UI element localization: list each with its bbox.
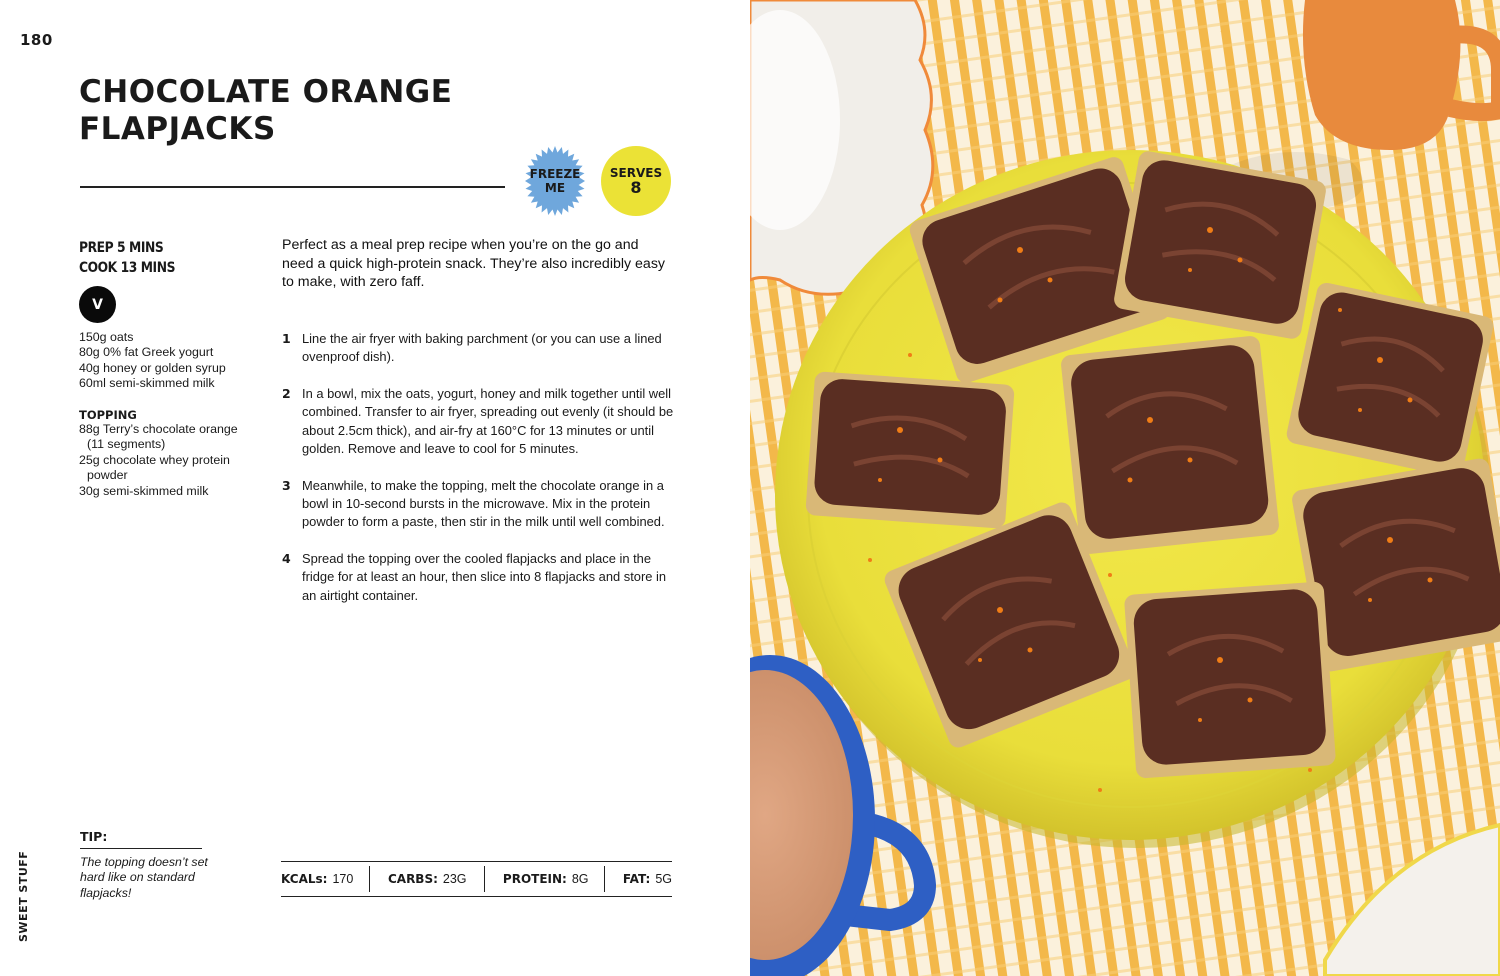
nutrition-bar <box>281 861 672 897</box>
kcal-value: 170 <box>332 872 354 886</box>
cook-time: COOK 13 MINS <box>79 260 176 276</box>
tip-label: TIP: <box>80 829 108 844</box>
tip-divider <box>80 848 202 849</box>
freeze-line-2: ME <box>544 181 566 195</box>
carbs-label: CARBS: <box>387 872 438 886</box>
ingredient-item: 40g honey or golden syrup <box>79 360 226 375</box>
method-step <box>282 477 674 532</box>
ingredient-item: 150g oats <box>79 330 134 344</box>
step-text: In a bowl, mix the oats, yogurt, honey and milk together until well combined. Transfer to air fryer, spreading out evenly (it should be about 2.5cm thick), and air-fry at 160°C for 13 minutes or until golden. Remove and leave to cool for 5 minutes. <box>302 386 674 456</box>
freeze-line-1: FREEZE <box>529 167 581 181</box>
serves-badge <box>601 146 671 216</box>
ingredient-item: 60ml semi-skimmed milk <box>79 376 215 391</box>
page-number: 180 <box>20 31 53 49</box>
vegetarian-badge: V <box>79 286 116 323</box>
fat-value: 5G <box>655 872 673 886</box>
step-text: Spread the topping over the cooled flapjacks and place in the fridge for at least an hour, then slice into 8 flapjacks and store in an airtight container. <box>302 551 667 603</box>
orange-mug <box>1303 0 1460 150</box>
nutrition-kcal <box>281 862 369 896</box>
serves-label: SERVES <box>609 166 663 180</box>
step-number: 4 <box>282 551 291 567</box>
method-step <box>282 385 674 458</box>
title-line-2: FLAPJACKS <box>79 111 276 147</box>
fat-label: FAT: <box>622 872 651 886</box>
topping-item: 30g semi-skimmed milk <box>79 483 209 498</box>
step-text: Meanwhile, to make the topping, melt the chocolate orange in a bowl in 10-second bursts in the microwave. Mix in the protein powder to form a paste, then stir in the milk until well combined. <box>302 477 665 530</box>
method-steps <box>282 330 674 624</box>
topping-list <box>79 422 254 499</box>
freeze-me-badge <box>520 146 590 216</box>
kcal-label: KCALs: <box>281 872 328 886</box>
section-tab: SWEET STUFF <box>17 850 30 942</box>
topping-item: 25g chocolate whey protein powder <box>79 452 230 483</box>
protein-value: 8G <box>571 872 589 886</box>
ingredient-item: 80g 0% fat Greek yogurt <box>79 345 214 360</box>
step-number: 2 <box>282 386 291 402</box>
step-number: 1 <box>282 331 291 346</box>
flapjacks-photo <box>750 0 1500 976</box>
title-divider <box>80 186 505 188</box>
tip-text: The topping doesn’t set hard like on standard flapjacks! <box>80 855 208 900</box>
recipe-intro: Perfect as a meal prep recipe when you’re on the go and need a quick high-protein snack. They’re also incredibly easy to make, with zero faff. <box>282 237 666 290</box>
method-step <box>282 550 674 605</box>
method-step <box>282 330 674 367</box>
protein-label: PROTEIN: <box>502 872 567 886</box>
title-line-1: CHOCOLATE ORANGE <box>79 74 453 110</box>
carbs-value: 23G <box>442 872 467 886</box>
nutrition-carbs <box>370 862 484 896</box>
prep-time: PREP 5 MINS <box>79 240 164 256</box>
ingredients-list <box>79 330 254 392</box>
recipe-photo-page <box>750 0 1500 976</box>
step-number: 3 <box>282 477 291 493</box>
topping-heading: TOPPING <box>79 408 137 422</box>
nutrition-protein <box>485 862 604 896</box>
recipe-title <box>79 74 519 148</box>
nutrition-fat <box>605 862 672 896</box>
topping-item: 88g Terry’s chocolate orange (11 segments) <box>79 422 238 452</box>
serves-count: 8 <box>630 178 642 197</box>
step-text: Line the air fryer with baking parchment (or you can use a lined ovenproof dish). <box>302 331 662 365</box>
